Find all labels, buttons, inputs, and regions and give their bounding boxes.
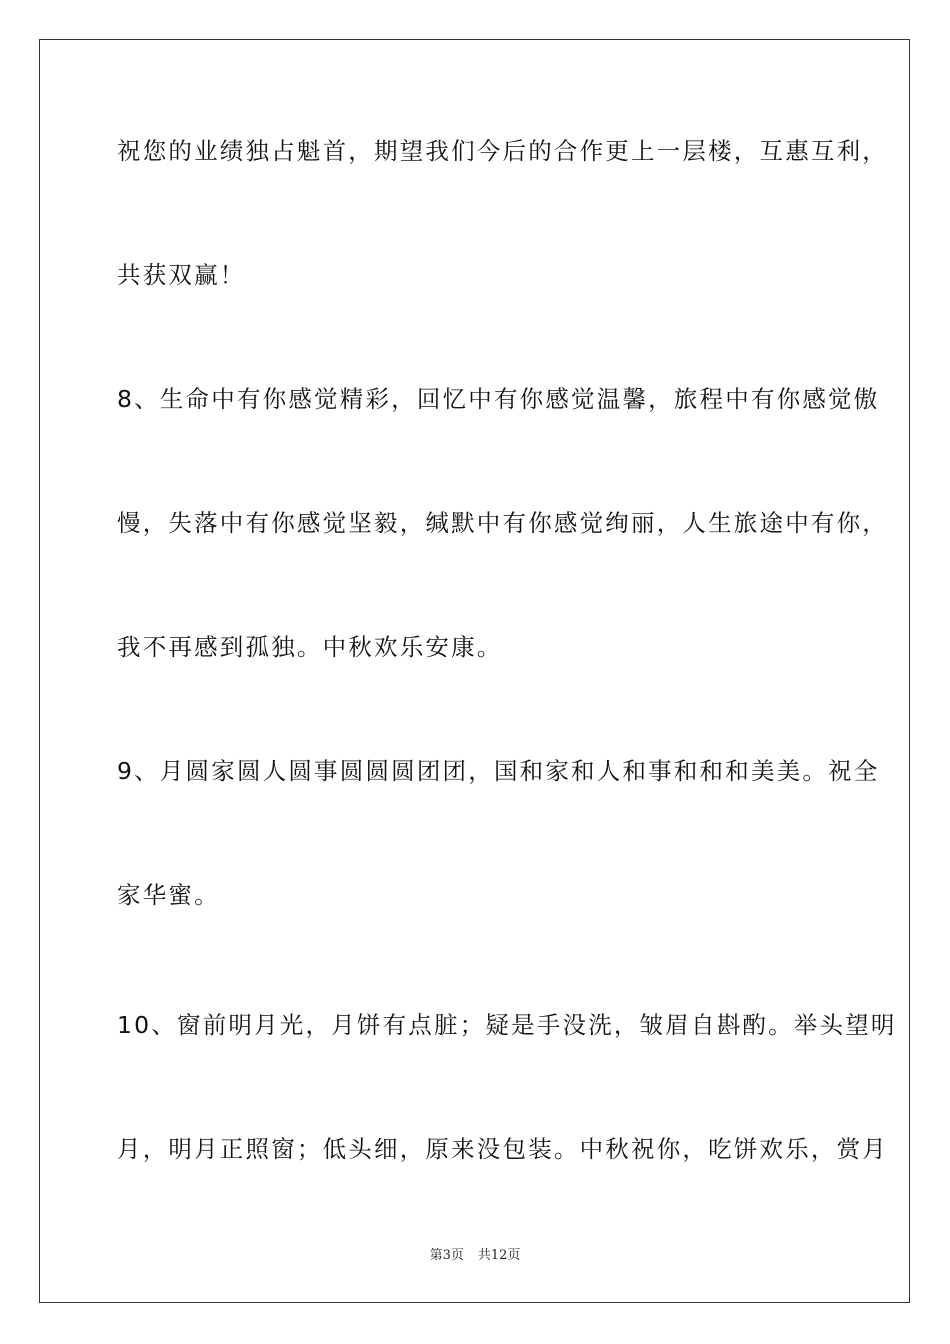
page-footer xyxy=(0,1247,950,1265)
text-line: 慢，失落中有你感觉坚毅，缄默中有你感觉绚丽，人生旅途中有你， xyxy=(117,509,888,537)
text-line: 10、窗前明月光，月饼有点脏；疑是手没洗，皱眉自斟酌。举头望明 xyxy=(117,1011,897,1039)
text-line: 月，明月正照窗；低头细，原来没包装。中秋祝你，吃饼欢乐，赏月 xyxy=(117,1135,888,1163)
text-line: 我不再感到孤独。中秋欢乐安康。 xyxy=(117,633,503,661)
page-total: 共12页 xyxy=(477,1248,521,1263)
text-line: 共获双赢！ xyxy=(117,261,246,289)
text-line: 9、月圆家圆人圆事圆圆圆团团，国和家和人和事和和和美美。祝全 xyxy=(117,757,880,785)
page-border xyxy=(39,39,910,1303)
text-line: 8、生命中有你感觉精彩，回忆中有你感觉温馨，旅程中有你感觉傲 xyxy=(117,385,880,413)
page-number: 第3页 xyxy=(429,1248,464,1263)
text-line: 祝您的业绩独占魁首，期望我们今后的合作更上一层楼，互惠互利， xyxy=(117,137,888,165)
text-line: 家华蜜。 xyxy=(117,881,220,909)
